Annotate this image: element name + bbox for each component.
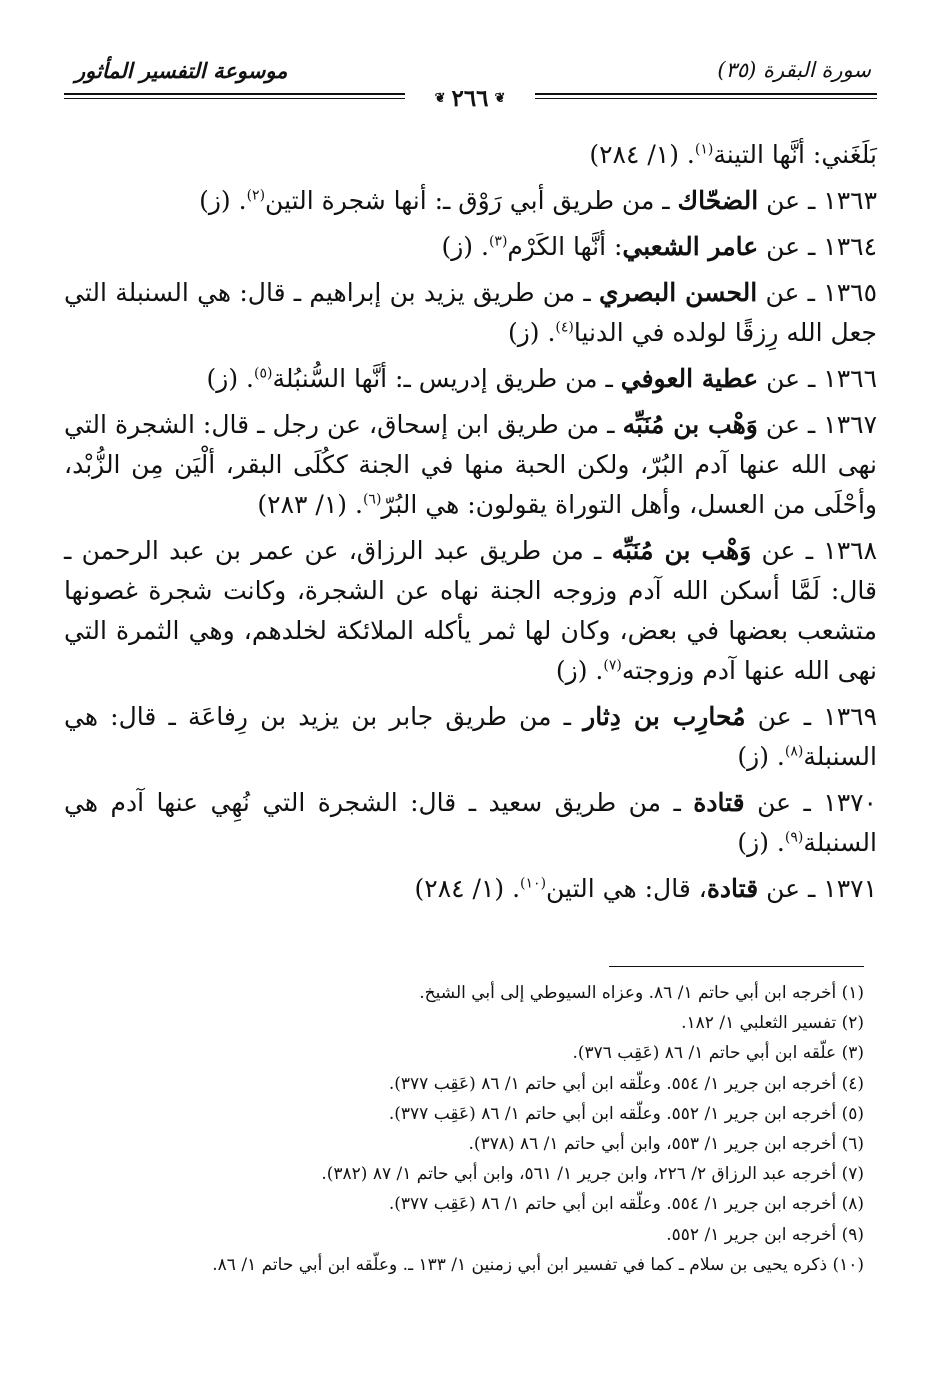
ornament-icon: ❦ <box>494 90 506 106</box>
entry-paragraph <box>64 783 877 863</box>
footnote-item: (٤) أخرجه ابن جرير ١/ ٥٥٤. وعلّقه ابن أبي حاتم ١/ ٨٦ (عَقِب ٣٧٧). <box>388 1073 864 1094</box>
entry-text: ـ من طريق إدريس ـ: أنَّها السُّنبُلة <box>272 364 621 393</box>
ornament-icon: ❦ <box>434 90 446 106</box>
page-number-box <box>405 84 535 112</box>
narrator-name: مُحارِب بن دِثار <box>583 702 746 731</box>
footnotes <box>64 978 864 1280</box>
footnote-marker: (١٠) <box>520 875 547 892</box>
footnote-marker: (٤) <box>555 319 574 336</box>
entry-paragraph <box>64 227 877 267</box>
entry-paragraph <box>64 869 877 909</box>
entry-text: ـ من طريق عبد الرزاق، عن عمر بن عبد الرحمن ـ قال: لَمَّا أسكن الله آدم وزوجه الجنة نهاه عن الشجرة، وكانت شجرة غصونها متشعب بعضها في بعض، وكان لها ثمر يأكله الملائكة لخلدهم، وهي الثمرة التي نهى الله عنها آدم وزوجته <box>64 536 877 685</box>
footnote-separator <box>609 966 864 967</box>
narrator-name: وَهْب بن مُنَبِّه <box>622 410 758 439</box>
entry-text: . (ز) <box>737 828 785 857</box>
entry-text: . (ز) <box>507 318 556 347</box>
footnote-marker: (٦) <box>362 491 382 508</box>
footnote-item: (٨) أخرجه ابن جرير ١/ ٥٥٤. وعلّقه ابن أبي حاتم ١/ ٨٦ (عَقِب ٣٧٧). <box>388 1194 864 1215</box>
entry-text: . (ز) <box>199 186 247 215</box>
entry-text: ـ من طريق ابن إسحاق، عن رجل ـ قال: الشجرة التي نهى الله عنها آدم البُرّ، ولكن الحبة منها في الجنة ككُلَى البقر، ألْيَن مِن الزُّبْد، وأحْلَى من العسل، وأهل التوراة يقولون: هي البُرّ <box>64 410 877 519</box>
entry-text: ـ من طريق جابر بن يزيد بن رِفاعَة ـ قال: هي السنبلة <box>64 702 877 771</box>
entry-paragraph <box>64 405 877 525</box>
entry-text: . (١/ ٢٨٤) <box>414 874 521 903</box>
entry-paragraph <box>64 273 877 353</box>
entry-paragraph <box>64 181 877 221</box>
footnote-item: (٥) أخرجه ابن جرير ١/ ٥٥٢. وعلّقه ابن أبي حاتم ١/ ٨٦ (عَقِب ٣٧٧). <box>388 1103 864 1124</box>
footnote-item: (٢) تفسير الثعلبي ١/ ١٨٢. <box>681 1013 864 1034</box>
footnote-item: (٧) أخرجه عبد الرزاق ٢/ ٢٢٦، وابن جرير ١/ ٥٦١، وابن أبي حاتم ١/ ٨٧ (٣٨٢). <box>321 1164 864 1185</box>
footnote-item: (٣) علّقه ابن أبي حاتم ١/ ٨٦ (عَقِب ٣٧٦). <box>572 1043 864 1064</box>
entry-text: ١٣٦٤ ـ عن <box>758 232 877 261</box>
entry-paragraph <box>64 531 877 691</box>
footnote-item: (١) أخرجه ابن أبي حاتم ١/ ٨٦. وعزاه السيوطي إلى أبي الشيخ. <box>419 983 864 1003</box>
footnote-marker: (٨) <box>784 743 804 760</box>
entry-text: ١٣٦٣ ـ عن <box>758 186 877 215</box>
entry-paragraph <box>64 135 877 175</box>
narrator-name: عطية العوفي <box>620 364 759 393</box>
main-text <box>64 135 877 915</box>
entry-text: . (ز) <box>555 656 604 685</box>
footnote-marker: (٩) <box>784 829 804 846</box>
entry-text: . (ز) <box>206 364 254 393</box>
narrator-name: الحسن البصري <box>599 278 758 307</box>
entry-text: ـ من طريق أبي رَوْق ـ: أنها شجرة التين <box>265 186 678 215</box>
entry-text: . (ز) <box>737 742 785 771</box>
narrator-name: قتادة <box>706 874 759 903</box>
entry-text: ١٣٧٠ ـ عن <box>744 788 877 817</box>
entry-text: ـ من طريق سعيد ـ قال: الشجرة التي نُهِي عنها آدم هي السنبلة <box>64 788 877 857</box>
entry-text: ـ من طريق يزيد بن إبراهيم ـ قال: هي السنبلة التي جعل الله رِزقًا لولده في الدنيا <box>64 278 877 347</box>
entry-text: . (١/ ٢٨٣) <box>257 490 363 519</box>
entry-text: ١٣٦٩ ـ عن <box>745 702 877 731</box>
footnote-marker: (١) <box>694 141 714 158</box>
page-number: ٢٦٦ <box>451 84 489 112</box>
entry-text: : أنَّها الكَرْم <box>507 232 623 261</box>
entry-text: ١٣٦٥ ـ عن <box>757 278 877 307</box>
surah-label: سورة البقرة (٣٥) <box>717 58 871 82</box>
entry-text: ١٣٦٦ ـ عن <box>758 364 877 393</box>
footnote-item: (٩) أخرجه ابن جرير ١/ ٥٥٢. <box>666 1224 864 1245</box>
narrator-name: الضحّاك <box>677 186 759 215</box>
entry-paragraph <box>64 697 877 777</box>
entry-text: ١٣٦٨ ـ عن <box>751 536 877 565</box>
footnote-item: (٦) أخرجه ابن جرير ١/ ٥٥٣، وابن أبي حاتم ١/ ٨٦ (٣٧٨). <box>468 1134 864 1155</box>
narrator-name: وَهْب بن مُنَبِّه <box>611 536 752 565</box>
entry-paragraph <box>64 359 877 399</box>
narrator-name: عامر الشعبي <box>622 232 759 261</box>
footnote-marker: (٣) <box>488 233 508 250</box>
footnote-marker: (٢) <box>246 187 266 204</box>
entry-text: بَلَغَني: أنَّها التينة <box>713 140 877 169</box>
entry-text: . (١/ ٢٨٤) <box>589 140 695 169</box>
footnote-marker: (٧) <box>603 657 622 674</box>
footnote-item: (١٠) ذكره يحيى بن سلام ـ كما في تفسير ابن أبي زمنين ١/ ١٣٣ ـ. وعلّقه ابن أبي حاتم ١/ ٨٦. <box>212 1254 864 1275</box>
book-title: موسوعة التفسير المأثور <box>75 58 288 83</box>
entry-text: ١٣٦٧ ـ عن <box>757 410 877 439</box>
entry-text: ، قال: هي التين <box>546 874 707 903</box>
footnote-marker: (٥) <box>254 365 273 382</box>
entry-text: ١٣٧١ ـ عن <box>758 874 877 903</box>
entry-text: . (ز) <box>441 232 489 261</box>
narrator-name: قتادة <box>693 788 745 817</box>
